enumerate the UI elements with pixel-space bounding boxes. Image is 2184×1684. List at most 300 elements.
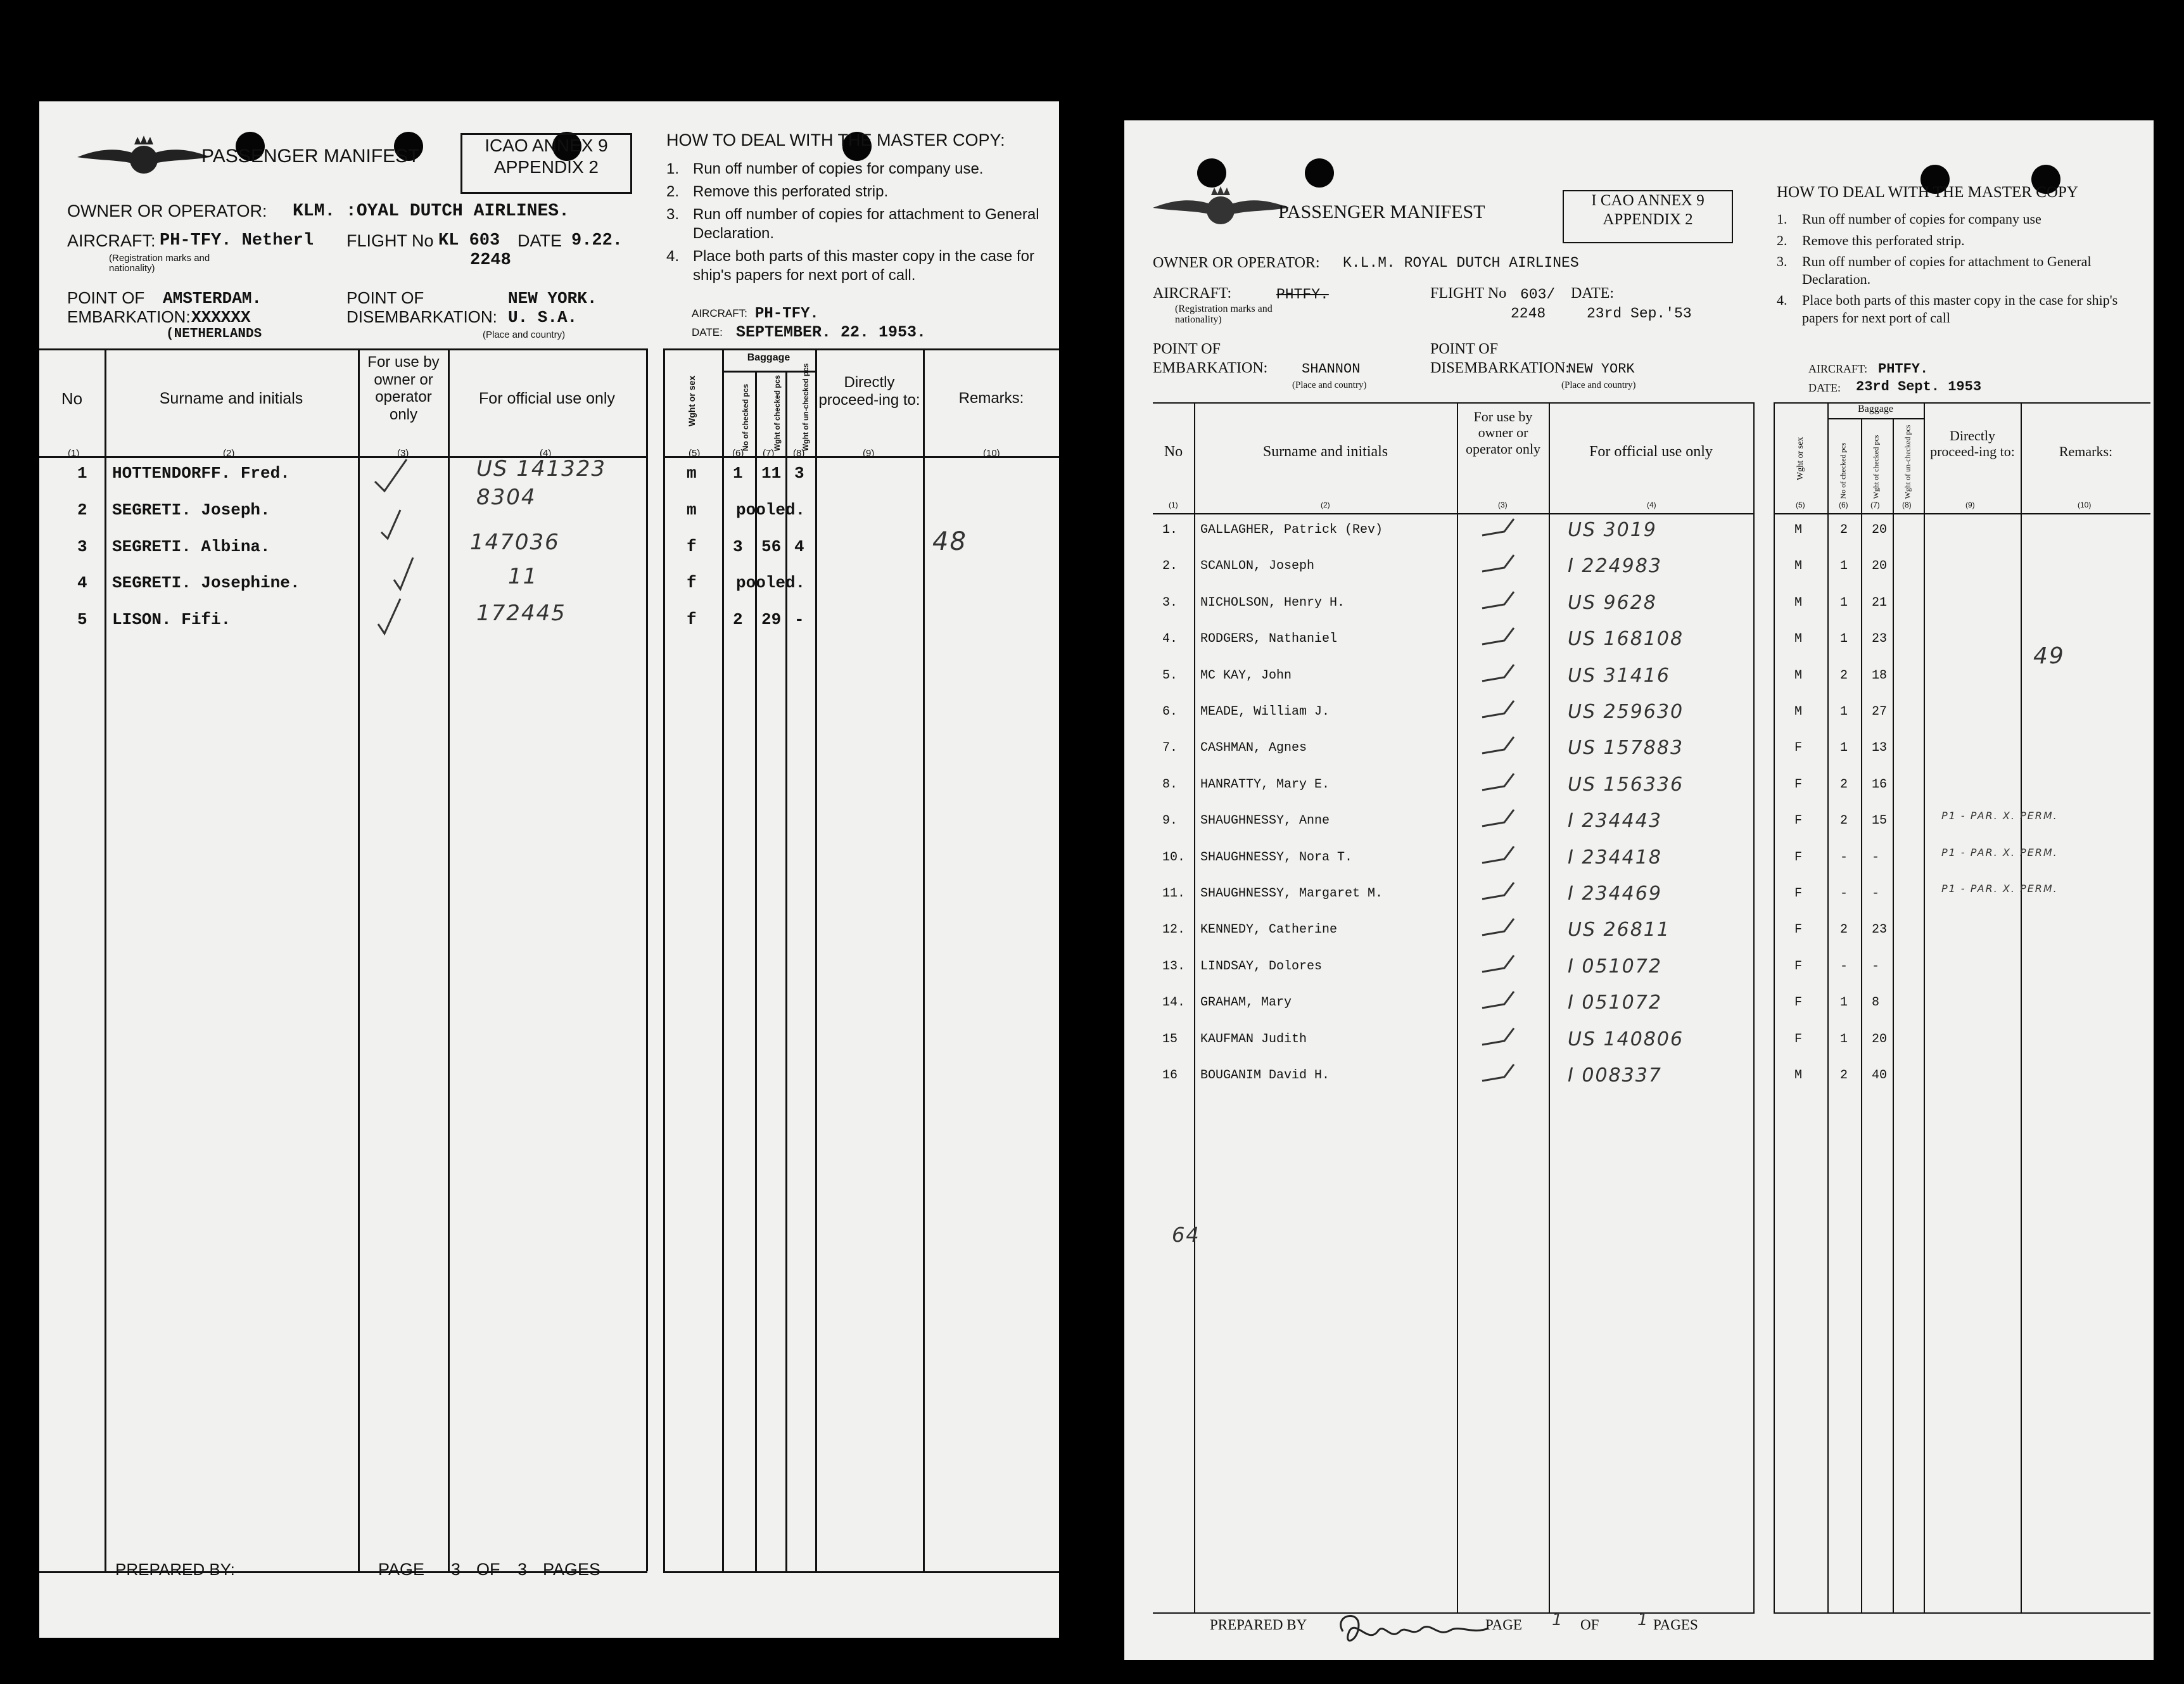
owner-label: OWNER OR OPERATOR: (67, 201, 267, 220)
row-sex: M (1794, 632, 1803, 647)
row-no: 7. (1162, 741, 1178, 756)
row-pcs: - (1840, 959, 1848, 974)
row-wght: 13 (1872, 741, 1888, 756)
remark-mark: 48 (932, 527, 967, 556)
row-wght: 15 (1872, 813, 1888, 829)
col-header-remarks: Remarks: (2059, 443, 2113, 459)
row-name: MEADE, William J. (1200, 705, 1330, 719)
col-number: (3) (397, 448, 409, 459)
row-no: 2. (1162, 559, 1178, 574)
col-header-surname: Surname and initials (1262, 443, 1388, 460)
row-wght: 56 (761, 537, 782, 556)
column-rule (2021, 402, 2022, 1612)
row-official: US 141323 (476, 456, 607, 482)
instructions-list (1777, 210, 2147, 330)
embark-label: POINT OF (1153, 341, 1221, 357)
page-label: PAGE (378, 1560, 425, 1579)
baggage-rule (1827, 418, 1924, 419)
prepared-by-label: PREPARED BY: (115, 1560, 235, 1579)
flight-label: FLIGHT No (1430, 285, 1507, 302)
row-sex: F (1794, 850, 1803, 865)
embark-label: POINT OF (67, 288, 145, 307)
row-name: GALLAGHER, Patrick (Rev) (1200, 523, 1383, 537)
instructions-title: HOW TO DEAL WITH THE MASTER COPY: (666, 131, 1005, 150)
annex-line: APPENDIX 2 (494, 156, 599, 177)
row-name: HOTTENDORFF. Fred. (112, 464, 290, 483)
col-header-baggage: Baggage (1858, 404, 1893, 414)
row-sex: f (687, 573, 697, 592)
flight-value: 603/ (1520, 286, 1556, 303)
row-pcs: 2 (733, 610, 743, 629)
row-name: NICHOLSON, Henry H. (1200, 595, 1345, 610)
row-pcs: 3 (733, 537, 743, 556)
row-wght: 40 (1872, 1068, 1888, 1083)
row-no: 5 (77, 610, 87, 629)
row-sex: F (1794, 995, 1803, 1011)
owner-value: K.L.M. ROYAL DUTCH AIRLINES (1343, 255, 1579, 271)
strip-aircraft-label: AIRCRAFT: (692, 307, 747, 319)
column-rule (1753, 402, 1755, 1612)
instruction-item: 3. Run off number of copies for attachment to General Declaration. (666, 206, 1039, 242)
row-wght: 11 (761, 464, 782, 483)
row-no: 14. (1162, 995, 1186, 1011)
row-official: US 156336 (1568, 773, 1684, 796)
row-remarks: P1 - PAR. X. PERM. (1941, 810, 2058, 822)
row-remarks: P1 - PAR. X. PERM. (1941, 883, 2058, 895)
col-header-directly: Directly proceed-ing to: (1930, 428, 2015, 460)
col-header-wght-checked: Wght of checked pcs (1871, 435, 1881, 499)
place-note: (Place and country) (1292, 380, 1367, 390)
col-header-official: For official use only (479, 390, 615, 407)
instruction-item: 4. Place both parts of this master copy in the case for ship's papers for next port of call (1777, 292, 2118, 326)
col-header-weight-sex: Wght or sex (687, 375, 697, 426)
row-wght: 23 (1872, 922, 1888, 938)
row-unchecked: 4 (794, 537, 804, 556)
column-rule (815, 348, 817, 1571)
row-name: SEGRETI. Albina. (112, 537, 270, 556)
disembark-value: NEW YORK (1568, 361, 1635, 377)
col-number: (4) (1647, 501, 1656, 509)
col-header-surname: Surname and initials (159, 390, 303, 407)
row-sex: F (1794, 777, 1803, 792)
of-label: OF (476, 1560, 500, 1579)
instruction-item: 4. Place both parts of this master copy in the case for ship's papers for next port of call. (666, 248, 1034, 284)
check-mark-icon (1479, 808, 1517, 834)
column-rule (663, 348, 665, 1571)
col-header-no: No (1164, 443, 1183, 460)
table-bottom-rule (1774, 1612, 2150, 1614)
column-rule (923, 348, 925, 1571)
page-number: 1 (1552, 1611, 1564, 1630)
row-wght: 16 (1872, 777, 1888, 792)
row-official: I 234418 (1568, 846, 1662, 869)
row-sex: F (1794, 1031, 1803, 1047)
annex-line: I CAO ANNEX 9 (1591, 192, 1705, 209)
row-pcs: 1 (1840, 741, 1848, 756)
date-label: DATE (517, 231, 562, 250)
row-pcs: 2 (1840, 922, 1848, 938)
row-official: I 051072 (1568, 955, 1662, 978)
row-no: 12. (1162, 922, 1186, 938)
check-mark-icon (1479, 663, 1517, 689)
punch-hole (1305, 158, 1334, 188)
header-rule (1774, 513, 2150, 514)
annex-line: APPENDIX 2 (1603, 211, 1693, 228)
row-sex: M (1794, 1068, 1803, 1083)
check-mark-icon (1479, 736, 1517, 761)
klm-crown-logo-icon (1153, 184, 1289, 231)
strip-date-label: DATE: (1808, 381, 1841, 394)
column-rule (1893, 418, 1894, 1612)
header-rule (1153, 513, 1755, 514)
col-number: (9) (863, 448, 875, 459)
icao-annex-box (460, 133, 632, 194)
row-no: 4 (77, 573, 87, 592)
row-name: GRAHAM, Mary (1200, 995, 1292, 1011)
embark-value: SHANNON (1302, 361, 1361, 377)
col-number: (5) (1796, 501, 1805, 509)
col-number: (8) (793, 448, 805, 459)
manifest-page-left (39, 101, 1059, 1638)
col-header-directly: Directly proceed-ing to: (818, 374, 920, 409)
col-header-no: No (61, 389, 83, 408)
row-pcs: 1 (1840, 1031, 1848, 1047)
row-name: SHAUGHNESSY, Anne (1200, 813, 1330, 829)
table-bottom-rule (663, 1571, 1059, 1573)
check-mark-icon (1479, 518, 1517, 543)
row-pcs: 1 (1840, 995, 1848, 1011)
row-official: US 3019 (1568, 519, 1657, 541)
row-unchecked: - (794, 610, 804, 629)
check-mark-icon (1479, 627, 1517, 652)
row-sex: F (1794, 922, 1803, 938)
owner-value: KLM. :OYAL DUTCH AIRLINES. (293, 201, 569, 221)
row-remarks: P1 - PAR. X. PERM. (1941, 846, 2058, 858)
column-rule (358, 348, 360, 1571)
embark-value: AMSTERDAM. (163, 289, 262, 308)
row-pcs: - (1840, 850, 1848, 865)
check-mark-icon (1479, 917, 1517, 943)
row-name: SHAUGHNESSY, Nora T. (1200, 850, 1353, 865)
check-mark-icon (1479, 554, 1517, 579)
row-name: LISON. Fifi. (112, 610, 231, 629)
col-header-wght-unchecked: Wght of un-checked pcs (801, 363, 810, 451)
column-rule (1924, 402, 1925, 1612)
row-name: CASHMAN, Agnes (1200, 741, 1307, 756)
row-official: I 234443 (1568, 810, 1662, 832)
row-wght: 8 (1872, 995, 1880, 1011)
instruction-item: 1. Run off number of copies for company use (1777, 211, 2041, 227)
row-sex: m (687, 464, 697, 483)
row-name: SEGRETI. Josephine. (112, 573, 300, 592)
row-no: 5. (1162, 668, 1178, 683)
col-header-no-checked: No of checked pcs (1838, 442, 1848, 499)
instruction-item: 2. Remove this perforated strip. (666, 183, 889, 200)
row-pcs: 2 (1840, 668, 1848, 683)
instructions-list (666, 160, 1046, 289)
row-official: US 9628 (1568, 591, 1657, 614)
row-official: US 140806 (1568, 1028, 1684, 1050)
registration-note: (Registration marks and nationality) (109, 253, 210, 274)
row-sex: M (1794, 595, 1803, 610)
place-note: (Place and country) (483, 329, 566, 340)
row-official: US 26811 (1568, 919, 1670, 941)
aircraft-label: AIRCRAFT: (1153, 285, 1232, 302)
disembark-value: U. S.A. (508, 308, 578, 327)
remark-mark: 49 (2033, 643, 2065, 669)
place-note: (Place and country) (1561, 380, 1636, 390)
row-pcs: 1 (1840, 705, 1848, 719)
check-mark-icon (1479, 772, 1517, 798)
page-number: 3 (451, 1560, 461, 1579)
row-wght: 23 (1872, 632, 1888, 647)
aircraft-value: PHTFY. (1276, 286, 1329, 303)
row-official: 172445 (476, 601, 566, 626)
col-number: (8) (1902, 501, 1912, 509)
check-mark-icon (1479, 954, 1517, 979)
row-official: US 259630 (1568, 701, 1684, 723)
check-mark-icon (1479, 1063, 1517, 1088)
row-name: HANRATTY, Mary E. (1200, 777, 1330, 792)
strip-date-label: DATE: (692, 326, 723, 338)
col-header-remarks: Remarks: (958, 390, 1024, 407)
col-header-baggage: Baggage (747, 352, 790, 363)
strip-date-value: SEPTEMBER. 22. 1953. (736, 323, 927, 341)
embark-value: (NETHERLANDS (166, 327, 262, 341)
row-no: 16 (1162, 1068, 1178, 1083)
row-wght: - (1872, 850, 1880, 865)
col-number: (2) (223, 448, 235, 459)
row-no: 8. (1162, 777, 1178, 792)
row-wght: 20 (1872, 559, 1888, 574)
check-mark-icon (1479, 699, 1517, 725)
flight-sub: 2248 (470, 251, 511, 270)
column-rule (646, 348, 648, 1571)
col-number: (1) (1169, 501, 1178, 509)
row-official: I 008337 (1568, 1064, 1662, 1087)
row-wght: 29 (761, 610, 782, 629)
row-no: 13. (1162, 959, 1186, 974)
row-no: 11. (1162, 886, 1186, 901)
klm-crown-logo-icon (77, 133, 210, 181)
col-number: (6) (732, 448, 744, 459)
disembark-label: DISEMBARKATION: (346, 307, 497, 326)
embark-label: EMBARKATION: (1153, 360, 1268, 376)
row-pcs: - (1840, 886, 1848, 901)
row-unchecked: 3 (794, 464, 804, 483)
col-number: (1) (68, 448, 80, 459)
icao-annex-box (1563, 190, 1733, 243)
col-number: (6) (1839, 501, 1848, 509)
flight-label: FLIGHT No (346, 231, 434, 250)
column-rule (448, 348, 450, 1571)
row-no: 3 (77, 537, 87, 556)
row-official: I 234469 (1568, 883, 1662, 905)
row-name: SCANLON, Joseph (1200, 559, 1315, 574)
row-name: MC KAY, John (1200, 668, 1292, 683)
strip-aircraft-value: PHTFY. (1878, 361, 1929, 377)
column-rule (722, 348, 724, 1571)
row-sex: M (1794, 523, 1803, 537)
disembark-label: POINT OF (1430, 341, 1498, 357)
page-total: 1 (1637, 1611, 1649, 1630)
instructions-title: HOW TO DEAL WITH THE MASTER COPY (1777, 184, 2078, 201)
strip-date-value: 23rd Sept. 1953 (1856, 379, 1982, 395)
pages-label: PAGES (543, 1560, 601, 1579)
registration-note: (Registration marks and nationality) (1175, 303, 1273, 325)
col-number: (10) (983, 448, 1000, 459)
row-no: 2 (77, 501, 87, 520)
check-mark-icon (1479, 1027, 1517, 1052)
col-header-wght-unchecked: Wght of un-checked pcs (1903, 424, 1912, 499)
manifest-title: PASSENGER MANIFEST (201, 146, 420, 167)
col-header-owner-use: For use by owner or operator only (367, 354, 440, 423)
row-no: 15 (1162, 1031, 1178, 1047)
col-number: (7) (763, 448, 775, 459)
prepared-by-label: PREPARED BY (1210, 1617, 1307, 1633)
column-rule (1827, 402, 1829, 1612)
instruction-item: 1. Run off number of copies for company use. (666, 160, 984, 177)
col-number: (10) (2078, 501, 2092, 509)
row-official: 11 (508, 564, 538, 589)
row-sex: m (687, 501, 697, 520)
row-wght: - (1872, 886, 1880, 901)
column-rule (105, 348, 106, 1571)
column-rule (1549, 402, 1550, 1612)
row-pcs: 1 (1840, 595, 1848, 610)
row-pooled: pooled. (736, 501, 806, 520)
row-wght: 18 (1872, 668, 1888, 683)
manifest-title: PASSENGER MANIFEST (1278, 201, 1485, 222)
row-wght: 27 (1872, 705, 1888, 719)
strip-aircraft-value: PH-TFY. (755, 305, 819, 322)
annex-line: ICAO ANNEX 9 (485, 136, 608, 155)
row-wght: 21 (1872, 595, 1888, 610)
check-mark-icon (1479, 845, 1517, 871)
row-pcs: 2 (1840, 813, 1848, 829)
row-name: BOUGANIM David H. (1200, 1068, 1330, 1083)
row-sex: F (1794, 886, 1803, 901)
strip-aircraft-label: AIRCRAFT: (1808, 362, 1868, 375)
col-number: (9) (1965, 501, 1975, 509)
col-number: (7) (1870, 501, 1880, 509)
row-sex: M (1794, 559, 1803, 574)
column-rule (1774, 402, 1775, 1612)
row-no: 1. (1162, 523, 1178, 537)
check-mark-icon (1479, 990, 1517, 1016)
row-official: 8304 (476, 485, 536, 510)
date-value: 9.22. (571, 231, 623, 250)
row-name: KENNEDY, Catherine (1200, 922, 1338, 938)
row-sex: f (687, 610, 697, 629)
row-no: 10. (1162, 850, 1186, 865)
row-pcs: 1 (733, 464, 743, 483)
instruction-item: 2. Remove this perforated strip. (1777, 232, 1965, 248)
row-pooled: pooled. (736, 573, 806, 592)
row-no: 4. (1162, 632, 1178, 647)
page-total: 3 (517, 1560, 528, 1579)
row-sex: f (687, 537, 697, 556)
col-number: (5) (689, 448, 701, 459)
tally-mark: 64 (1172, 1223, 1200, 1247)
col-header-owner-use: For use by owner or operator only (1466, 409, 1540, 457)
row-name: RODGERS, Nathaniel (1200, 632, 1338, 647)
row-name: SEGRETI. Joseph. (112, 501, 270, 520)
row-official: US 168108 (1568, 628, 1684, 651)
instruction-item: 3. Run off number of copies for attachment to General Declaration. (1777, 253, 2092, 287)
pages-label: PAGES (1653, 1617, 1698, 1633)
row-no: 1 (77, 464, 87, 483)
embark-value: XXXXXX (191, 308, 251, 327)
flight-value: KL 603 (438, 231, 500, 250)
row-official: 147036 (470, 530, 560, 555)
embark-label: EMBARKATION: (67, 307, 191, 326)
check-marks-icon (369, 456, 426, 646)
col-header-wght-checked: Wght of checked pcs (773, 374, 782, 451)
row-no: 3. (1162, 595, 1178, 610)
col-number: (4) (540, 448, 552, 459)
row-wght: 20 (1872, 1031, 1888, 1047)
column-rule (1457, 402, 1458, 1612)
col-number: (3) (1498, 501, 1508, 509)
disembark-label: POINT OF (346, 288, 424, 307)
row-name: LINDSAY, Dolores (1200, 959, 1323, 974)
date-label: DATE: (1571, 285, 1614, 302)
col-header-no-checked: No of checked pcs (741, 383, 750, 451)
col-number: (2) (1321, 501, 1330, 509)
row-sex: F (1794, 813, 1803, 829)
date-value: 23rd Sep.'53 (1587, 305, 1692, 322)
row-official: US 157883 (1568, 737, 1684, 760)
row-name: SHAUGHNESSY, Margaret M. (1200, 886, 1383, 901)
signature-icon (1330, 1606, 1501, 1654)
table-top-rule (1153, 402, 1755, 404)
row-name: KAUFMAN Judith (1200, 1031, 1307, 1047)
disembark-value: NEW YORK. (508, 289, 597, 308)
row-pcs: 1 (1840, 632, 1848, 647)
row-sex: M (1794, 705, 1803, 719)
manifest-page-right (1124, 120, 2154, 1660)
row-sex: M (1794, 668, 1803, 683)
aircraft-label: AIRCRAFT: (67, 231, 156, 250)
row-pcs: 2 (1840, 523, 1848, 537)
col-header-weight-sex: Wght or sex (1796, 437, 1805, 480)
check-mark-icon (1479, 881, 1517, 907)
disembark-label: DISEMBARKATION: (1430, 360, 1570, 376)
row-no: 6. (1162, 705, 1178, 719)
column-rule (785, 371, 787, 1571)
column-rule (1194, 402, 1195, 1612)
row-official: US 31416 (1568, 664, 1670, 687)
check-mark-icon (1479, 590, 1517, 616)
of-label: OF (1580, 1617, 1599, 1633)
row-wght: - (1872, 959, 1880, 974)
row-no: 9. (1162, 813, 1178, 829)
flight-sub: 2248 (1511, 305, 1546, 322)
row-sex: F (1794, 959, 1803, 974)
col-header-official: For official use only (1589, 443, 1713, 460)
column-rule (755, 371, 757, 1571)
row-pcs: 2 (1840, 1068, 1848, 1083)
row-official: I 224983 (1568, 555, 1662, 578)
column-rule (1861, 418, 1862, 1612)
row-official: I 051072 (1568, 992, 1662, 1014)
row-pcs: 1 (1840, 559, 1848, 574)
row-sex: F (1794, 741, 1803, 756)
page-label: PAGE (1485, 1617, 1522, 1633)
owner-label: OWNER OR OPERATOR: (1153, 255, 1320, 271)
row-pcs: 2 (1840, 777, 1848, 792)
